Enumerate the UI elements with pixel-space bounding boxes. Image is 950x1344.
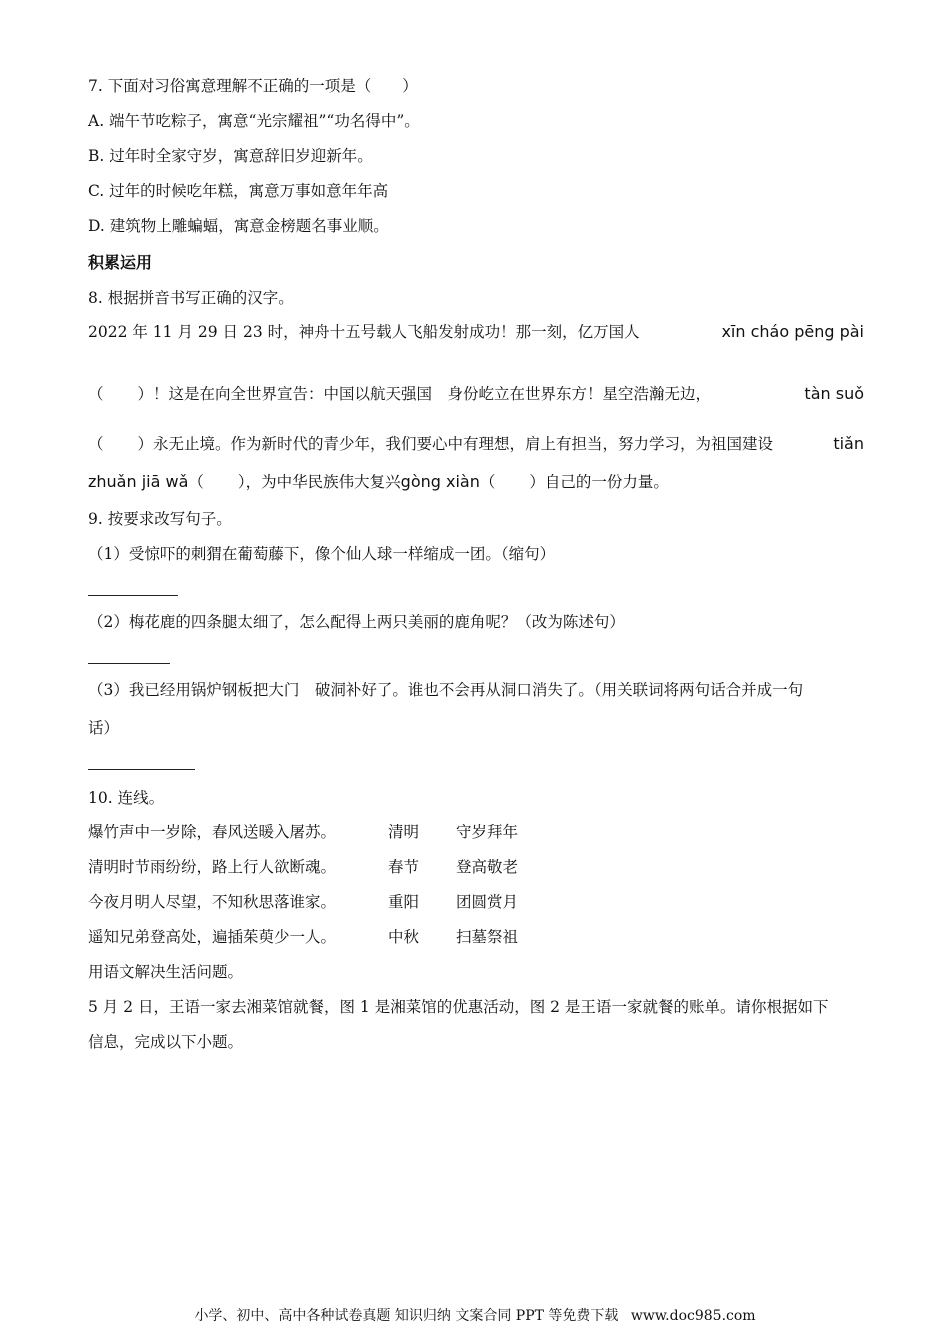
q8-line-4-end: ）自己的一份力量。 (529, 473, 669, 491)
festival-item[interactable]: 重阳 (388, 893, 420, 911)
q8-pinyin-5: gòng xiàn (400, 472, 480, 491)
q8-line-3-left (88, 433, 773, 455)
custom-item[interactable]: 扫墓祭祖 (456, 928, 519, 946)
poem-line: 今夜月明人尽望，不知秋思落谁家。 (88, 893, 337, 911)
festival-item[interactable]: 中秋 (388, 928, 420, 946)
custom-item[interactable]: 守岁拜年 (456, 823, 519, 841)
q8-line-2-left (88, 383, 711, 405)
q8-line-1 (88, 321, 864, 343)
q10-stem: 10. 连线。 (88, 789, 165, 807)
q9-answer-line-1[interactable] (88, 595, 178, 596)
q9-stem: 9. 按要求改写句子。 (88, 510, 232, 528)
q8-blank-3-open: （ (188, 473, 204, 491)
q7-option-c: C. 过年的时候吃年糕，寓意万事如意年年高 (88, 182, 389, 200)
q7-option-a: A. 端午节吃粽子，寓意“光宗耀祖”“功名得中”。 (88, 112, 420, 130)
page-footer (0, 1305, 950, 1325)
q8-pinyin-3: tiǎn (833, 434, 864, 453)
q8-stem: 8. 根据拼音书写正确的汉字。 (88, 289, 294, 307)
q7-option-d: D. 建筑物上雕蝙蝠，寓意金榜题名事业顺。 (88, 217, 389, 235)
q9-item-3-cont: 话） (88, 719, 120, 737)
q7-stem: 7. 下面对习俗寓意理解不正确的一项是（ ） (88, 77, 418, 95)
festival-item[interactable]: 清明 (388, 823, 420, 841)
q8-blank-2-open: （ (88, 435, 104, 453)
poem-line: 清明时节雨纷纷，路上行人欲断魂。 (88, 858, 337, 876)
q8-pinyin-4: zhuǎn jiā wǎ (88, 472, 189, 491)
life-title: 用语文解决生活问题。 (88, 963, 244, 981)
poem-line: 遥知兄弟登高处，遍插茱萸少一人。 (88, 928, 337, 946)
q9-answer-line-2[interactable] (88, 663, 170, 664)
q8-blank-4-open: （ (479, 473, 496, 491)
q8-line-4-mid: ），为中华民族伟大复兴 (237, 473, 401, 491)
q8-line-2 (88, 383, 864, 405)
footer-url[interactable]: www.doc985.com (630, 1308, 756, 1324)
q8-line-4 (88, 471, 868, 493)
q9-item-2: （2）梅花鹿的四条腿太细了，怎么配得上两只美丽的鹿角呢？（改为陈述句） (88, 613, 625, 631)
q9-answer-line-3[interactable] (88, 769, 195, 770)
life-paragraph-1: 5 月 2 日，王语一家去湘菜馆就餐，图 1 是湘菜馆的优惠活动，图 2 是王语一家就餐的账单。请你根据如下 (88, 998, 829, 1016)
section-title: 积累运用 (88, 253, 153, 272)
q8-line-2-text: ）！这是在向全世界宣告：中国以航天强国 身份屹立在世界东方！星空浩瀚无边， (137, 385, 712, 403)
life-paragraph-2: 信息，完成以下小题。 (88, 1033, 244, 1051)
q8-line-3 (88, 433, 864, 455)
q7-option-b: B. 过年时全家守岁，寓意辞旧岁迎新年。 (88, 147, 373, 165)
q9-item-1: （1）受惊吓的刺猬在葡萄藤下，像个仙人球一样缩成一团。（缩句） (88, 545, 556, 563)
custom-item[interactable]: 登高敬老 (456, 858, 519, 876)
q8-blank-1-open: （ (88, 385, 104, 403)
festival-item[interactable]: 春节 (388, 858, 420, 876)
q9-item-3: （3）我已经用锅炉钢板把大门 破洞补好了。谁也不会再从洞口消失了。（用关联词将两句话合并成一句 (88, 681, 804, 699)
q8-pinyin-2: tàn suǒ (804, 384, 864, 403)
poem-line: 爆竹声中一岁除，春风送暖入屠苏。 (88, 823, 337, 841)
footer-text: 小学、初中、高中各种试卷真题 知识归纳 文案合同 PPT 等免费下载 (194, 1308, 619, 1324)
q8-pinyin-1: xīn cháo pēng pài (721, 322, 864, 341)
q8-line-3-text: ）永无止境。作为新时代的青少年，我们要心中有理想，肩上有担当，努力学习，为祖国建设 (137, 435, 774, 453)
custom-item[interactable]: 团圆赏月 (456, 893, 519, 911)
q8-line-1-text: 2022 年 11 月 29 日 23 时，神舟十五号载人飞船发射成功！那一刻，亿万国人 (88, 323, 640, 341)
